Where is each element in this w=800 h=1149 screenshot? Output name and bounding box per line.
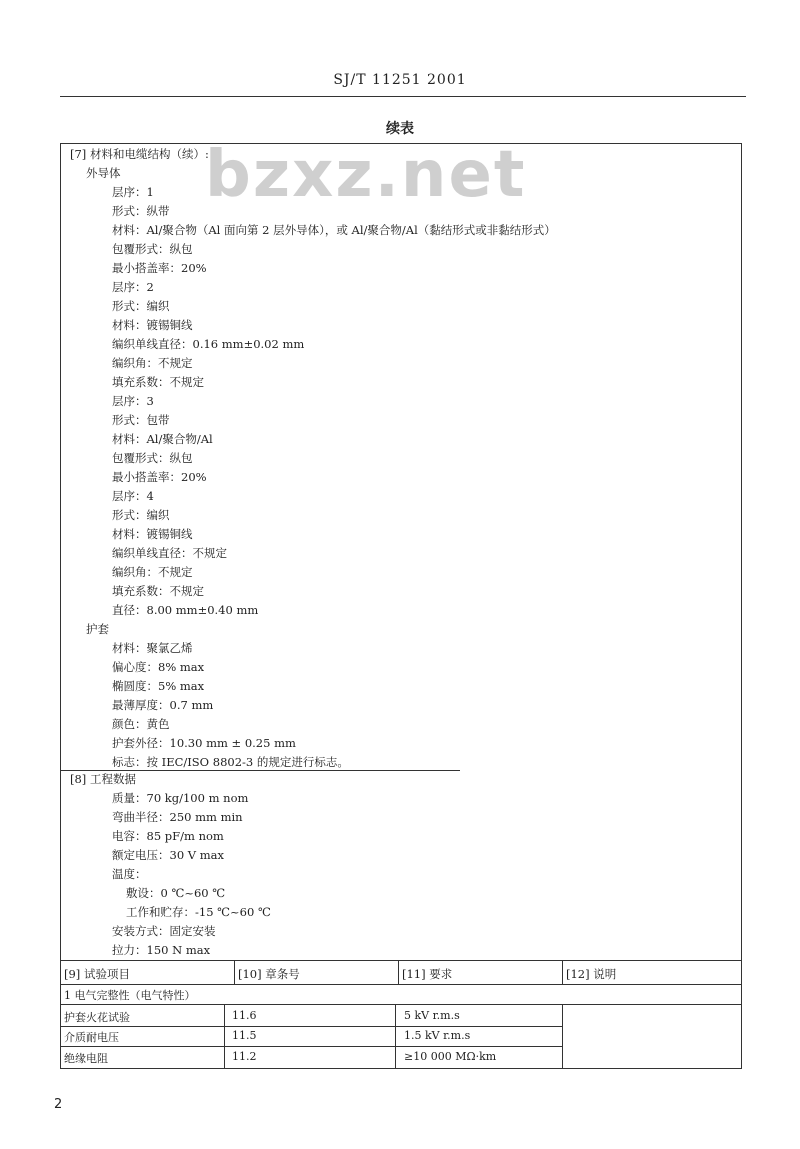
column-divider [224,1004,225,1069]
layer4-line: 形式：编织 [112,508,170,522]
layer4-line: 编织角：不规定 [112,565,193,579]
temperature-label: 温度： [112,867,147,881]
table-row-requirement: 5 kV r.m.s [404,1009,460,1022]
column-header-requirement: [11] 要求 [402,967,453,981]
engineering-line: 电容：85 pF/m nom [112,829,224,843]
group-bottom-rule [60,1004,742,1005]
layer1-line: 层序：1 [112,185,154,199]
layer2-line: 编织角：不规定 [112,356,193,370]
layer2-line: 形式：编织 [112,299,170,313]
table-row-requirement: 1.5 kV r.m.s [404,1029,471,1042]
engineering-line: 额定电压：30 V max [112,848,224,862]
table-row-clause: 11.2 [232,1050,257,1063]
engineering-line: 拉力：150 N max [112,943,211,957]
outer-conductor-heading: 外导体 [86,166,121,180]
layer3-line: 包覆形式：纵包 [112,451,193,465]
layer1-line: 包覆形式：纵包 [112,242,193,256]
layer3-line: 材料：Al/聚合物/Al [112,432,213,446]
jacket-line: 偏心度：8% max [112,660,205,674]
jacket-heading: 护套 [86,622,109,636]
temperature-line: 工作和贮存：-15 ℃~60 ℃ [126,905,271,919]
jacket-line: 材料：聚氯乙烯 [112,641,193,655]
table-row-clause: 11.5 [232,1029,257,1042]
table-group-label: 1 电气完整性（电气特性） [64,989,196,1002]
watermark: bzxz.net [205,138,527,212]
row-rule [60,1046,562,1047]
layer2-line: 材料：镀锡铜线 [112,318,193,332]
layer3-line: 层序：3 [112,394,154,408]
temperature-line: 敷设：0 ℃~60 ℃ [126,886,226,900]
layer4-line: 材料：镀锡铜线 [112,527,193,541]
engineering-line: 弯曲半径：250 mm min [112,810,243,824]
layer1-line: 最小搭盖率：20% [112,261,207,275]
jacket-line: 椭圆度：5% max [112,679,205,693]
column-divider [234,960,235,984]
table-row-requirement: ≥10 000 MΩ·km [404,1050,497,1063]
layer4-line: 填充系数：不规定 [112,584,204,598]
engineering-line: 质量：70 kg/100 m nom [112,791,249,805]
layer1-line: 材料：Al/聚合物（Al 面向第 2 层外导体），或 Al/聚合物/Al（黏结形式或非黏结形式） [112,223,556,237]
layer3-line: 形式：包带 [112,413,170,427]
column-divider [562,960,563,984]
section-divider [60,770,460,771]
layer1-line: 形式：纵带 [112,204,170,218]
column-divider [562,1004,563,1069]
column-header-test-item: [9] 试验项目 [64,967,130,981]
column-header-remark: [12] 说明 [566,967,617,981]
layer4-line: 编织单线直径：不规定 [112,546,227,560]
column-divider [398,960,399,984]
diameter-line: 直径：8.00 mm±0.40 mm [112,603,259,617]
layer4-line: 层序：4 [112,489,154,503]
row-rule [60,1026,562,1027]
jacket-line: 颜色：黄色 [112,717,170,731]
table-row-clause: 11.6 [232,1009,257,1022]
engineering-line: 安装方式：固定安装 [112,924,216,938]
jacket-line: 护套外径：10.30 mm ± 0.25 mm [112,736,296,750]
table-row-item: 绝缘电阻 [64,1052,108,1065]
marking-line: 标志：按 IEC/ISO 8802-3 的规定进行标志。 [112,755,349,769]
layer2-line: 编织单线直径：0.16 mm±0.02 mm [112,337,305,351]
page-number: 2 [54,1097,63,1112]
jacket-line: 最薄厚度：0.7 mm [112,698,214,712]
continued-table-title: 续表 [386,121,414,137]
table-row-item: 护套火花试验 [64,1011,130,1024]
column-divider [395,1004,396,1069]
section-8-title: [8] 工程数据 [70,772,136,786]
layer3-line: 最小搭盖率：20% [112,470,207,484]
section-7-title: [7] 材料和电缆结构（续）: [70,147,209,161]
column-header-clause: [10] 章条号 [238,967,300,981]
layer2-line: 层序：2 [112,280,154,294]
header-bottom-rule [60,984,742,985]
header-rule [60,96,746,97]
table-row-item: 介质耐电压 [64,1031,119,1044]
table-top-rule [60,960,742,961]
running-header: SJ/T 11251 2001 [333,72,467,88]
layer2-line: 填充系数：不规定 [112,375,204,389]
